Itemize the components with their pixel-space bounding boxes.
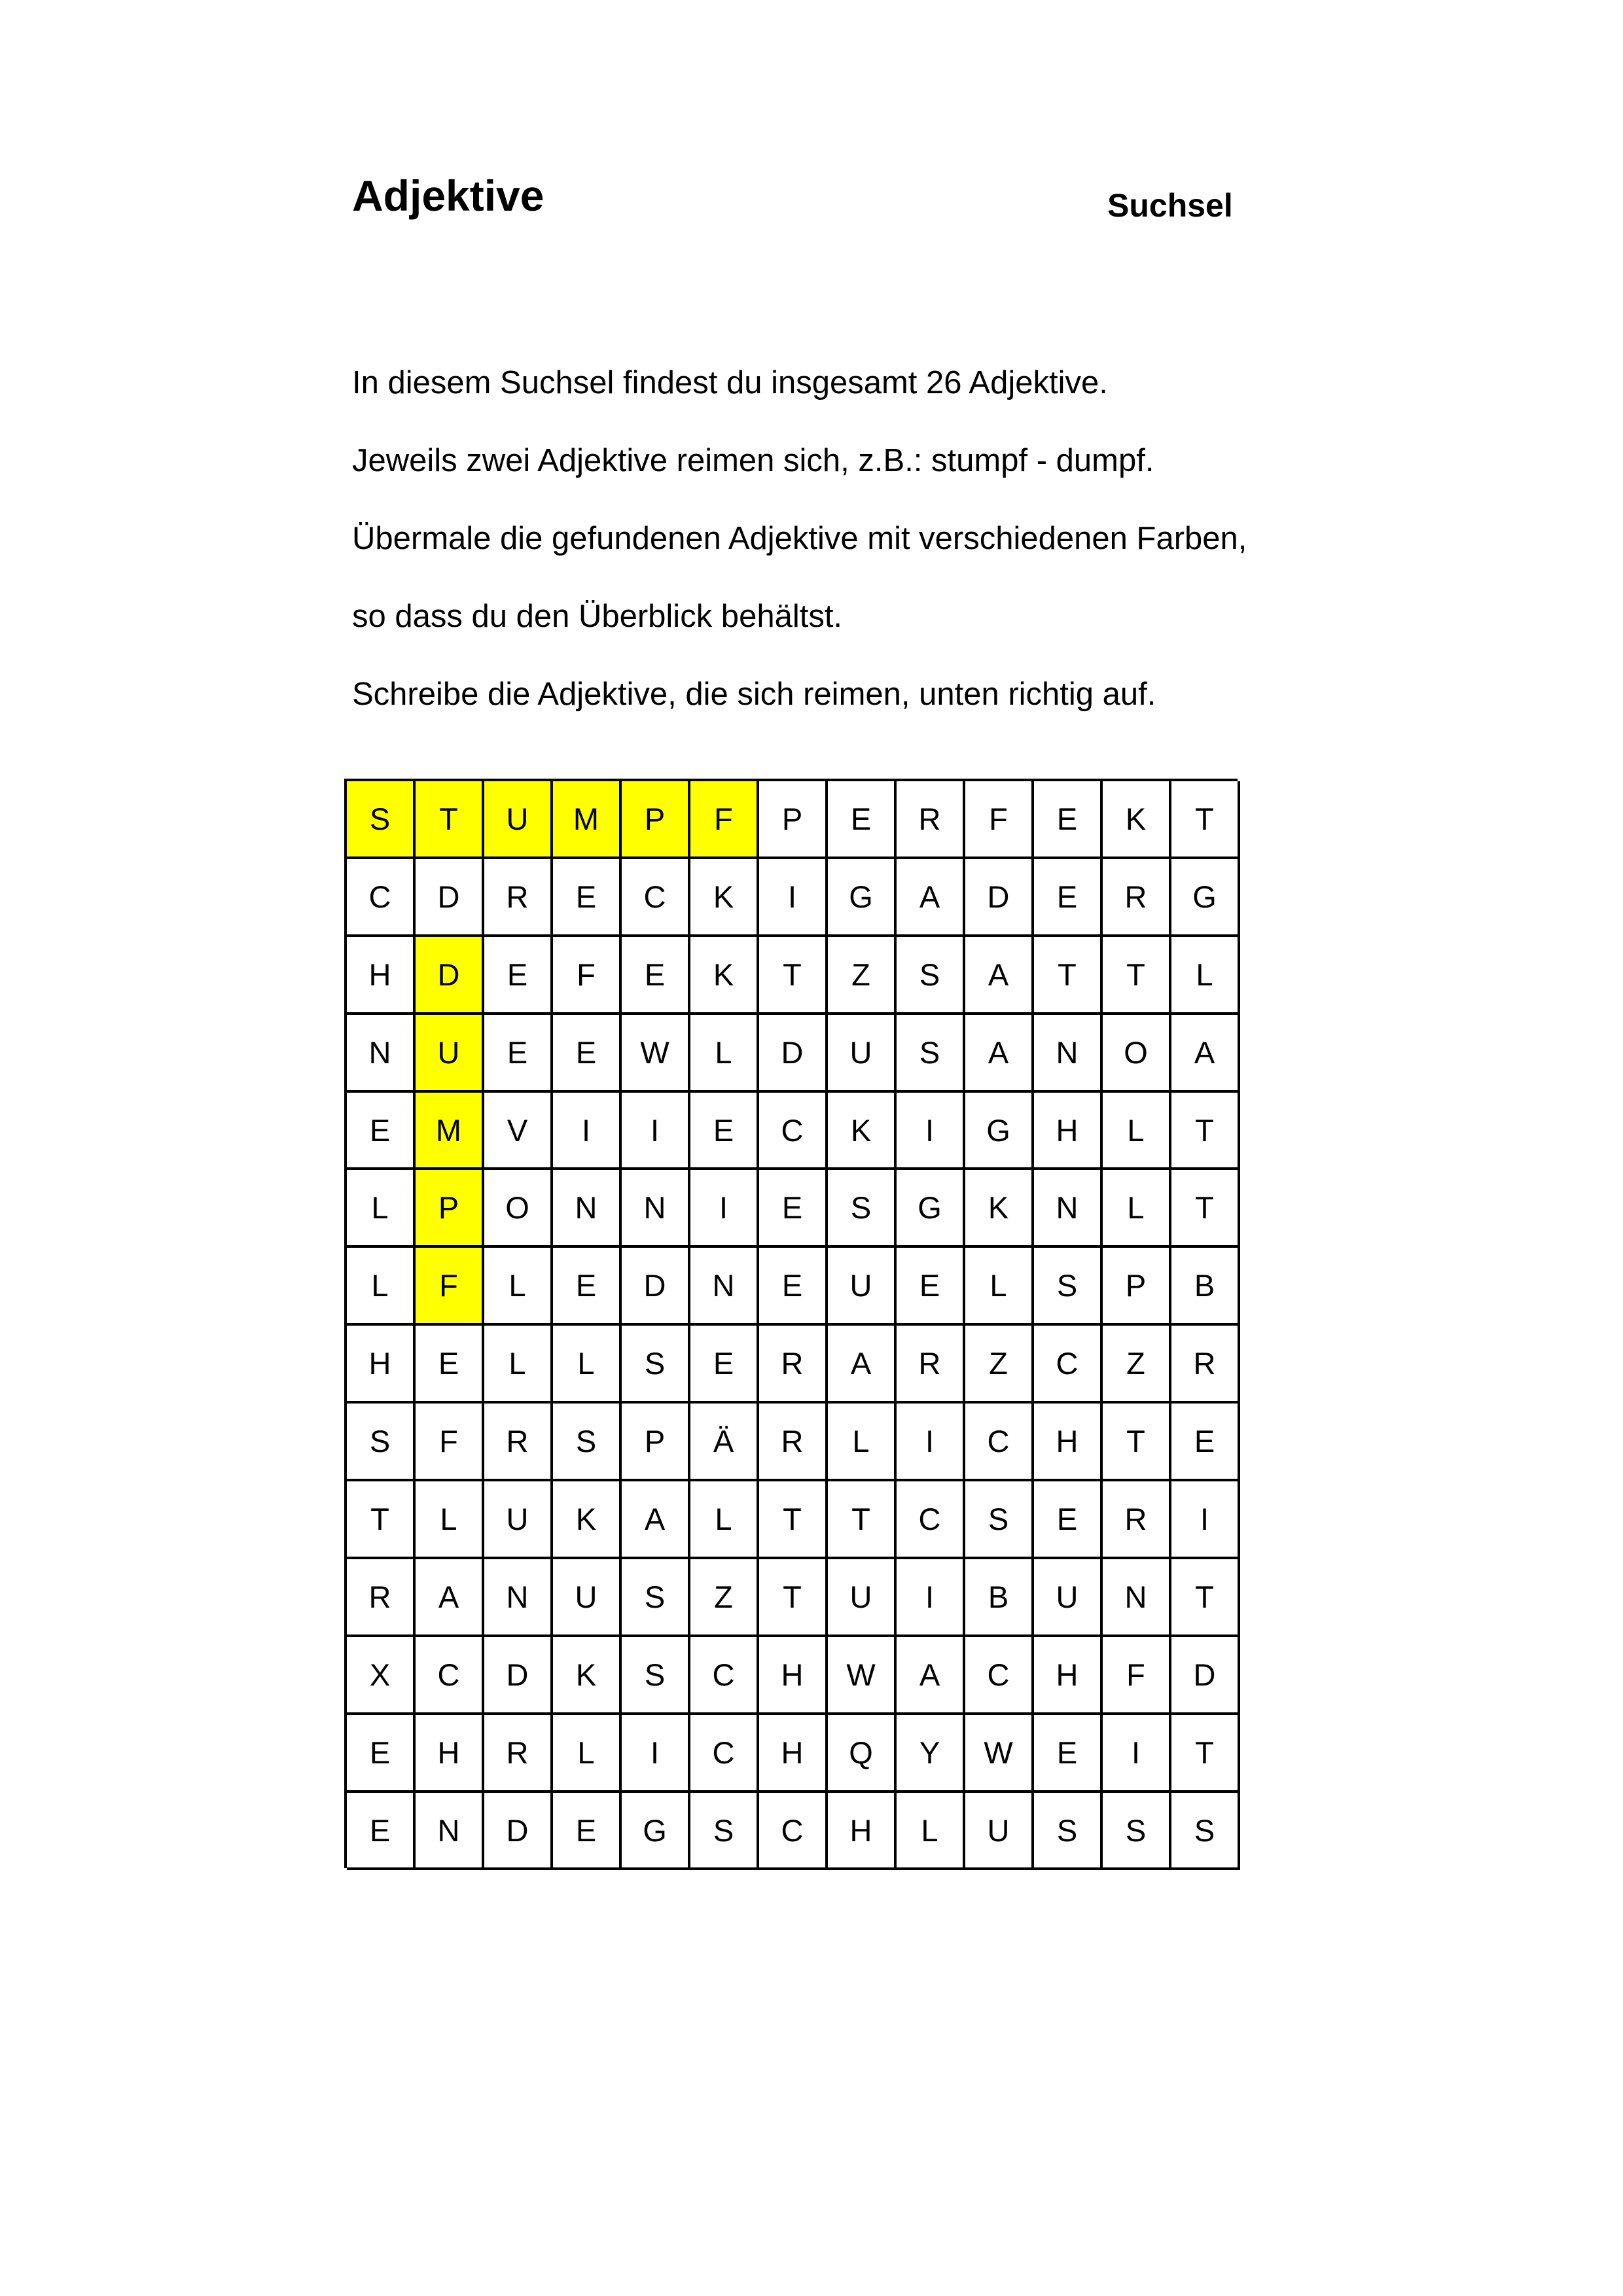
- grid-cell: S: [553, 1404, 622, 1481]
- grid-cell: H: [1034, 1093, 1103, 1171]
- grid-cell: U: [484, 1481, 553, 1559]
- grid-cell: T: [1171, 1170, 1240, 1248]
- grid-cell: N: [484, 1559, 553, 1637]
- grid-cell: I: [622, 1715, 690, 1793]
- grid-cell: A: [897, 859, 965, 937]
- grid-cell: L: [484, 1248, 553, 1326]
- grid-cell: T: [1103, 1404, 1171, 1481]
- grid-cell: C: [690, 1637, 759, 1715]
- grid-cell: S: [622, 1326, 690, 1404]
- grid-cell: D: [965, 859, 1034, 937]
- grid-cell: A: [1171, 1015, 1240, 1093]
- grid-cell: D: [416, 937, 484, 1015]
- grid-cell: Y: [897, 1715, 965, 1793]
- grid-cell: X: [347, 1637, 416, 1715]
- grid-cell: F: [965, 781, 1034, 859]
- grid-cell: N: [1103, 1559, 1171, 1637]
- grid-cell: M: [553, 781, 622, 859]
- instruction-line: Übermale die gefundenen Adjektive mit verschiedenen Farben,: [352, 521, 1247, 556]
- grid-cell: H: [828, 1793, 897, 1871]
- grid-cell: G: [828, 859, 897, 937]
- grid-cell: I: [622, 1093, 690, 1171]
- grid-cell: N: [622, 1170, 690, 1248]
- grid-cell: P: [622, 781, 690, 859]
- grid-cell: R: [484, 859, 553, 937]
- grid-cell: T: [1171, 1715, 1240, 1793]
- grid-cell: A: [965, 937, 1034, 1015]
- grid-cell: R: [1103, 859, 1171, 937]
- instruction-line: Schreibe die Adjektive, die sich reimen, unten richtig auf.: [352, 677, 1156, 712]
- worksheet-type-label: Suchsel: [1107, 187, 1233, 224]
- grid-cell: E: [1034, 1715, 1103, 1793]
- grid-cell: N: [347, 1015, 416, 1093]
- grid-cell: T: [416, 781, 484, 859]
- grid-cell: P: [622, 1404, 690, 1481]
- grid-cell: D: [416, 859, 484, 937]
- grid-cell: U: [828, 1559, 897, 1637]
- grid-cell: W: [965, 1715, 1034, 1793]
- grid-cell: R: [484, 1404, 553, 1481]
- grid-cell: N: [416, 1793, 484, 1871]
- grid-cell: C: [347, 859, 416, 937]
- grid-cell: S: [1171, 1793, 1240, 1871]
- grid-cell: I: [897, 1404, 965, 1481]
- grid-cell: E: [759, 1170, 828, 1248]
- grid-cell: S: [1034, 1248, 1103, 1326]
- grid-cell: K: [965, 1170, 1034, 1248]
- grid-cell: B: [965, 1559, 1034, 1637]
- grid-cell: U: [965, 1793, 1034, 1871]
- grid-cell: N: [1034, 1170, 1103, 1248]
- grid-cell: C: [897, 1481, 965, 1559]
- grid-cell: L: [416, 1481, 484, 1559]
- grid-cell: E: [553, 1793, 622, 1871]
- instruction-line: so dass du den Überblick behältst.: [352, 599, 843, 634]
- grid-cell: G: [897, 1170, 965, 1248]
- grid-cell: Z: [690, 1559, 759, 1637]
- grid-cell: E: [1034, 781, 1103, 859]
- grid-cell: C: [622, 859, 690, 937]
- grid-cell: Q: [828, 1715, 897, 1793]
- grid-cell: E: [484, 937, 553, 1015]
- grid-cell: H: [759, 1715, 828, 1793]
- grid-cell: P: [759, 781, 828, 859]
- grid-cell: T: [1171, 781, 1240, 859]
- grid-cell: L: [897, 1793, 965, 1871]
- grid-cell: T: [1171, 1093, 1240, 1171]
- grid-cell: E: [759, 1248, 828, 1326]
- grid-cell: E: [553, 1248, 622, 1326]
- grid-cell: E: [416, 1326, 484, 1404]
- grid-cell: R: [1171, 1326, 1240, 1404]
- grid-cell: P: [1103, 1248, 1171, 1326]
- grid-cell: C: [1034, 1326, 1103, 1404]
- grid-cell: S: [965, 1481, 1034, 1559]
- grid-cell: E: [484, 1015, 553, 1093]
- grid-cell: A: [622, 1481, 690, 1559]
- grid-cell: Z: [965, 1326, 1034, 1404]
- grid-cell: C: [759, 1093, 828, 1171]
- grid-cell: O: [1103, 1015, 1171, 1093]
- grid-cell: R: [1103, 1481, 1171, 1559]
- grid-cell: Ä: [690, 1404, 759, 1481]
- grid-cell: A: [416, 1559, 484, 1637]
- grid-cell: R: [759, 1404, 828, 1481]
- grid-cell: T: [1171, 1559, 1240, 1637]
- grid-cell: T: [759, 1481, 828, 1559]
- grid-cell: K: [828, 1093, 897, 1171]
- grid-cell: D: [759, 1015, 828, 1093]
- grid-cell: H: [347, 937, 416, 1015]
- grid-cell: D: [622, 1248, 690, 1326]
- grid-cell: R: [347, 1559, 416, 1637]
- grid-cell: C: [690, 1715, 759, 1793]
- grid-cell: R: [759, 1326, 828, 1404]
- grid-cell: L: [347, 1248, 416, 1326]
- grid-cell: L: [1171, 937, 1240, 1015]
- grid-cell: E: [690, 1093, 759, 1171]
- grid-cell: R: [897, 1326, 965, 1404]
- grid-cell: V: [484, 1093, 553, 1171]
- grid-cell: I: [1171, 1481, 1240, 1559]
- instruction-line: In diesem Suchsel findest du insgesamt 26 Adjektive.: [352, 365, 1108, 400]
- grid-cell: L: [484, 1326, 553, 1404]
- grid-cell: I: [1103, 1715, 1171, 1793]
- grid-cell: A: [828, 1326, 897, 1404]
- grid-cell: U: [484, 781, 553, 859]
- grid-cell: L: [690, 1481, 759, 1559]
- grid-cell: K: [553, 1481, 622, 1559]
- grid-cell: L: [828, 1404, 897, 1481]
- grid-cell: K: [690, 859, 759, 937]
- grid-cell: E: [1171, 1404, 1240, 1481]
- grid-cell: F: [553, 937, 622, 1015]
- grid-cell: R: [897, 781, 965, 859]
- grid-cell: H: [1034, 1637, 1103, 1715]
- grid-cell: S: [828, 1170, 897, 1248]
- grid-cell: E: [347, 1715, 416, 1793]
- grid-cell: H: [347, 1326, 416, 1404]
- grid-cell: E: [897, 1248, 965, 1326]
- grid-cell: L: [1103, 1093, 1171, 1171]
- page-title: Adjektive: [352, 171, 544, 220]
- grid-cell: S: [690, 1793, 759, 1871]
- grid-cell: M: [416, 1093, 484, 1171]
- grid-cell: L: [1103, 1170, 1171, 1248]
- grid-cell: T: [759, 937, 828, 1015]
- grid-cell: D: [484, 1637, 553, 1715]
- grid-cell: B: [1171, 1248, 1240, 1326]
- grid-cell: D: [1171, 1637, 1240, 1715]
- grid-cell: R: [484, 1715, 553, 1793]
- grid-cell: S: [897, 1015, 965, 1093]
- grid-cell: F: [416, 1404, 484, 1481]
- grid-cell: O: [484, 1170, 553, 1248]
- grid-cell: D: [484, 1793, 553, 1871]
- grid-cell: S: [347, 1404, 416, 1481]
- grid-cell: Z: [1103, 1326, 1171, 1404]
- grid-cell: L: [965, 1248, 1034, 1326]
- grid-cell: U: [828, 1015, 897, 1093]
- grid-cell: I: [897, 1559, 965, 1637]
- grid-cell: K: [690, 937, 759, 1015]
- grid-cell: S: [1103, 1793, 1171, 1871]
- grid-cell: T: [1034, 937, 1103, 1015]
- grid-cell: U: [828, 1248, 897, 1326]
- grid-cell: T: [759, 1559, 828, 1637]
- grid-cell: G: [622, 1793, 690, 1871]
- grid-cell: Z: [828, 937, 897, 1015]
- grid-cell: W: [622, 1015, 690, 1093]
- grid-cell: L: [690, 1015, 759, 1093]
- grid-cell: C: [965, 1637, 1034, 1715]
- grid-cell: E: [622, 937, 690, 1015]
- grid-cell: L: [553, 1715, 622, 1793]
- grid-cell: H: [1034, 1404, 1103, 1481]
- grid-cell: E: [553, 1015, 622, 1093]
- grid-cell: C: [759, 1793, 828, 1871]
- grid-cell: N: [553, 1170, 622, 1248]
- grid-cell: S: [347, 781, 416, 859]
- grid-cell: I: [553, 1093, 622, 1171]
- grid-cell: E: [1034, 1481, 1103, 1559]
- grid-cell: I: [690, 1170, 759, 1248]
- grid-cell: E: [553, 859, 622, 937]
- instructions-block: [352, 344, 1465, 733]
- grid-cell: H: [416, 1715, 484, 1793]
- grid-cell: T: [1103, 937, 1171, 1015]
- grid-cell: I: [759, 859, 828, 937]
- grid-cell: P: [416, 1170, 484, 1248]
- grid-cell: U: [553, 1559, 622, 1637]
- grid-cell: U: [1034, 1559, 1103, 1637]
- grid-cell: H: [759, 1637, 828, 1715]
- grid-cell: F: [416, 1248, 484, 1326]
- word-search-grid: [344, 779, 1238, 1868]
- grid-cell: L: [347, 1170, 416, 1248]
- grid-cell: E: [347, 1793, 416, 1871]
- grid-cell: F: [1103, 1637, 1171, 1715]
- grid-cell: N: [1034, 1015, 1103, 1093]
- grid-cell: S: [1034, 1793, 1103, 1871]
- grid-cell: S: [622, 1559, 690, 1637]
- grid-cell: G: [965, 1093, 1034, 1171]
- grid-cell: G: [1171, 859, 1240, 937]
- grid-cell: C: [416, 1637, 484, 1715]
- grid-cell: T: [347, 1481, 416, 1559]
- grid-cell: E: [347, 1093, 416, 1171]
- grid-cell: L: [553, 1326, 622, 1404]
- grid-cell: C: [965, 1404, 1034, 1481]
- grid-cell: K: [553, 1637, 622, 1715]
- grid-cell: F: [690, 781, 759, 859]
- grid-cell: W: [828, 1637, 897, 1715]
- grid-cell: A: [897, 1637, 965, 1715]
- grid-cell: E: [690, 1326, 759, 1404]
- grid-cell: S: [622, 1637, 690, 1715]
- grid-cell: E: [828, 781, 897, 859]
- grid-cell: S: [897, 937, 965, 1015]
- grid-cell: N: [690, 1248, 759, 1326]
- grid-cell: I: [897, 1093, 965, 1171]
- grid-cell: K: [1103, 781, 1171, 859]
- grid-cell: T: [828, 1481, 897, 1559]
- grid-cell: A: [965, 1015, 1034, 1093]
- grid-cell: U: [416, 1015, 484, 1093]
- grid-cell: E: [1034, 859, 1103, 937]
- instruction-line: Jeweils zwei Adjektive reimen sich, z.B.: stumpf - dumpf.: [352, 443, 1154, 478]
